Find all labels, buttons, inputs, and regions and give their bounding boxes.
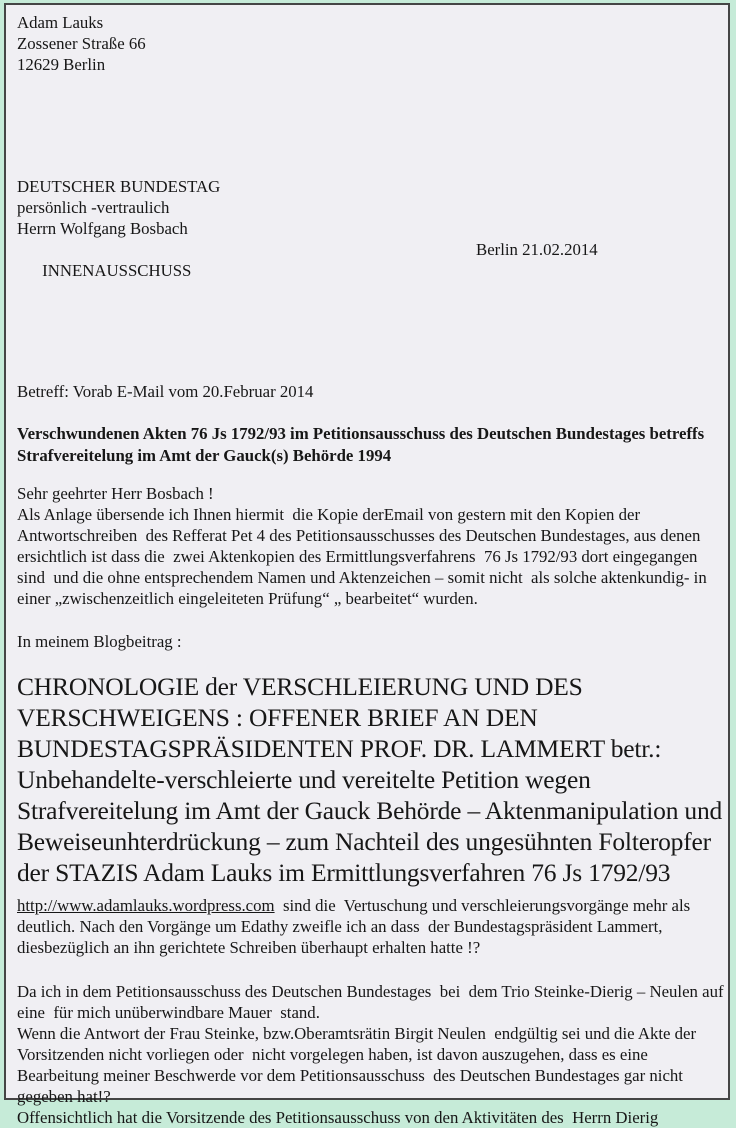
recipient-person: Herrn Wolfgang Bosbach	[17, 219, 188, 238]
sender-name: Adam Lauks	[17, 13, 104, 32]
sender-street: Zossener Straße 66	[17, 34, 146, 53]
closing-paragraph-block	[17, 981, 726, 1128]
letter-page	[4, 3, 730, 1127]
url-paragraph-text: sind die Vertuschung und verschleierungsvorgänge mehr als deutlich. Nach den Vorgänge um Edathy zweifle ich an dass der Bundestagspräsident Lammert, diesbezüglich an ihn gerichtete Schreiben überhaupt erhalten hatte !?	[17, 896, 695, 957]
sender-address-block	[17, 12, 726, 75]
blog-intro-line: In meinem Blogbeitrag :	[17, 632, 182, 651]
recipient-confidential-note: persönlich -vertraulich	[17, 198, 170, 217]
recipient-committee: INNENAUSSCHUSS	[42, 261, 192, 280]
opening-paragraph-block	[17, 483, 726, 609]
recipient-address-block	[17, 176, 726, 323]
blog-post-title: CHRONOLOGIE der VERSCHLEIERUNG UND DES VERSCHWEIGENS : OFFENER BRIEF AN DEN BUNDESTAGSPRÄSIDENTEN PROF. DR. LAMMERT betr.: Unbehandelte-verschleierte und vereitelte Petition wegen Strafvereitelung im Amt der Gauck Behörde – Aktenmanipulation und Beweiseunhterdrückung – zum Nachteil des ungesühnten Folteropfer der STAZIS Adam Lauks im Ermittlungsverfahren 76 Js 1792/93	[17, 672, 729, 887]
sender-city: 12629 Berlin	[17, 55, 106, 74]
subject-heading: Verschwundenen Akten 76 Js 1792/93 im Petitionsausschuss des Deutschen Bundestages betreffs Strafvereitelung im Amt der Gauck(s) Behörde 1994	[17, 424, 709, 465]
recipient-committee-row	[17, 239, 726, 323]
blog-url-link[interactable]: http://www.adamlauks.wordpress.com	[17, 896, 275, 915]
url-paragraph	[17, 895, 726, 958]
betreff-line: Betreff: Vorab E-Mail vom 20.Februar 2014	[17, 382, 314, 401]
paragraph-attachments: Als Anlage übersende ich Ihnen hiermit die Kopie derEmail von gestern mit den Kopien der Antwortschreiben des Refferat Pet 4 des Petitionsausschusses des Deutschen Bundestages, aus denen ersichtlich ist dass die zwei Aktenkopien des Ermittlungsverfahrens 76 Js 1792/93 dort eingegangen sind und die ohne entsprechendem Namen und Aktenzeichen – somit nicht als solche aktenkundig- in einer „zwischenzeitlich eingeleiteten Prüfung“ „ bearbeitet“ wurden.	[17, 505, 711, 608]
date-line: Berlin 21.02.2014	[476, 240, 598, 259]
paragraph-trio: Da ich in dem Petitionsausschuss des Deutschen Bundestages bei dem Trio Steinke-Dierig – Neulen auf eine für mich unüberwindbare Mauer stand.	[17, 982, 728, 1022]
salutation: Sehr geehrter Herr Bosbach !	[17, 484, 214, 503]
paragraph-antwort: Wenn die Antwort der Frau Steinke, bzw.Oberamtsrätin Birgit Neulen endgültig sei und die Akte der Vorsitzenden nicht vorliegen oder nicht vorgelegen haben, ist davon auszugehen, dass es eine Bearbeitung meiner Beschwerde vor dem Petitionsausschuss des Deutschen Bundestages gar nicht gegeben hat!?	[17, 1024, 700, 1106]
paragraph-offensichtlich: Offensichtlich hat die Vorsitzende des Petitionsausschuss von den Aktivitäten des Herrn Dierig	[17, 1108, 659, 1127]
recipient-institution: DEUTSCHER BUNDESTAG	[17, 177, 221, 196]
